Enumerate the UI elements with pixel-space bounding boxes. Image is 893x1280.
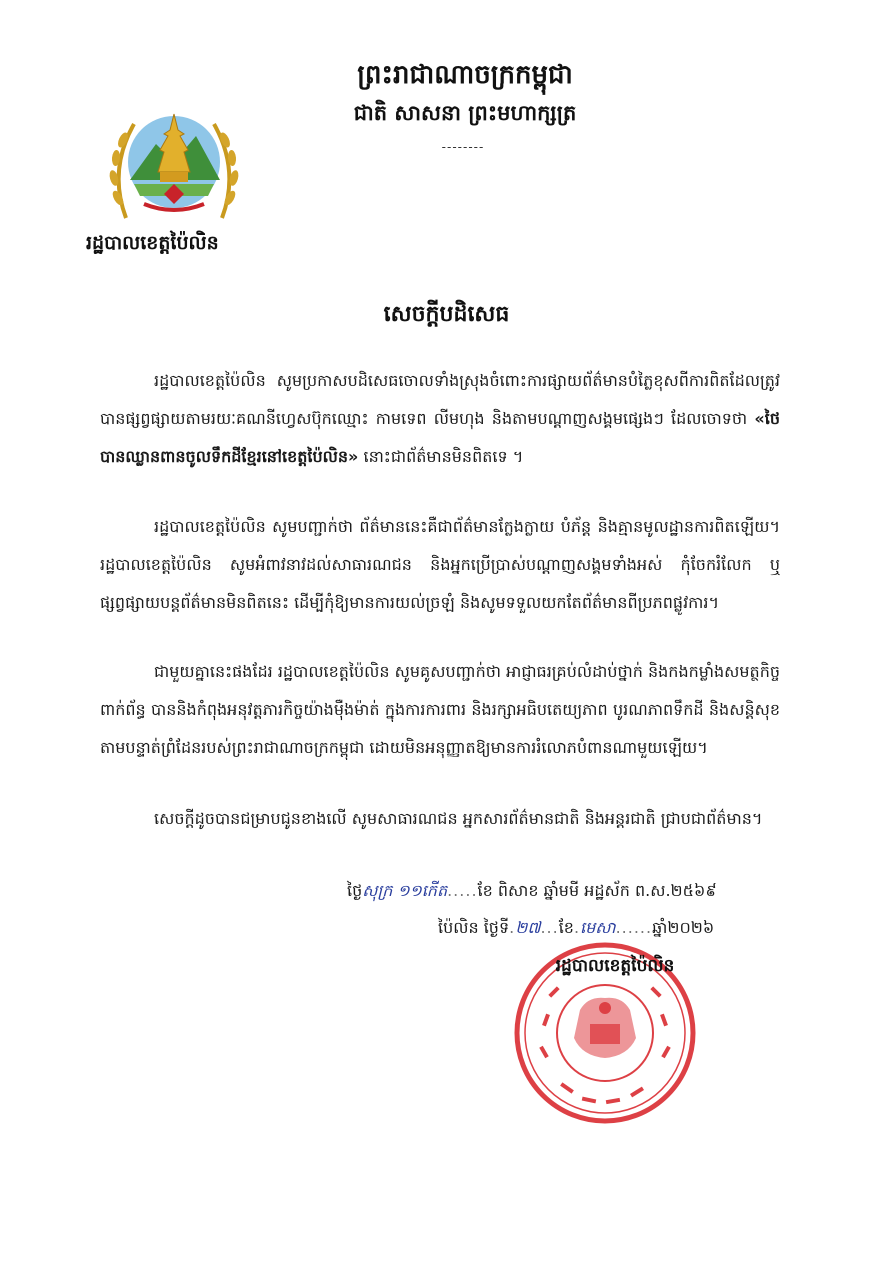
quoted-claim: «ថៃបានឈ្លានពានចូលទឹកដីខ្មែរនៅខេត្តប៉ៃលិន» [100,409,780,466]
issuing-authority-name: រដ្ឋបាលខេត្តប៉ៃលិន [86,232,219,254]
ornament-divider: -------- [441,140,485,154]
lunar-date-prefix: ថ្ងៃ [347,881,363,900]
date-day: ២៧ [515,918,541,937]
lunar-date-rest: ខែ ពិសាខ ឆ្នាំមមី អដ្ឋស័ក ព.ស.២៥៦៩ [477,881,717,900]
document-title: សេចក្តីបដិសេធ [383,301,510,327]
lunar-date-line: ថ្ងៃសុក្រ ១១កើត.....ខែ ពិសាខ ឆ្នាំមមី អដ្ឋស័ក ព.ស.២៥៦៩ [347,881,717,900]
signatory-authority: រដ្ឋបាលខេត្តប៉ៃលិន [555,956,675,976]
paragraph-1-text: រដ្ឋបាលខេត្តប៉ៃលិន សូមប្រកាសបដិសេធចោលទាំងស្រុងចំពោះការផ្សាយព័ត៌មានបំភ្លៃខុសពីការពិតដែលត្រូវបានផ្សព្វផ្សាយតាមរយៈគណនីហ្វេសប៊ុកឈ្មោះ កាមទេព លីមហុង និងតាមបណ្តាញសង្គមផ្សេងៗ ដែលចោទថា [100,371,780,428]
paragraph-3: ជាមួយគ្នានេះផងដែរ រដ្ឋបាលខេត្តប៉ៃលិន សូមគូសបញ្ជាក់ថា អាជ្ញាធរគ្រប់លំដាប់ថ្នាក់ និងកងកម្លាំងសមត្ថកិច្ចពាក់ព័ន្ធ បាននិងកំពុងអនុវត្តភារកិច្ចយ៉ាងម៉ឺងម៉ាត់ ក្នុងការការពារ និងរក្សាអធិបតេយ្យភាព បូរណភាពទឹកដី និងសន្តិសុខតាមបន្ទាត់ព្រំដែនរបស់ព្រះរាជាណាចក្រកម្ពុជា ដោយមិនអនុញ្ញាតឱ្យមានការរំលោភបំពានណាមួយឡើយ។ [100,662,780,757]
paragraph-2: រដ្ឋបាលខេត្តប៉ៃលិន សូមបញ្ជាក់ថា ព័ត៌មាននេះគឺជាព័ត៌មានក្លែងក្លាយ បំភ័ន្ត និងគ្មានមូលដ្ឋានការពិតឡើយ។ រដ្ឋបាលខេត្តប៉ៃលិន សូមអំពាវនាវដល់សាធារណជន និងអ្នកប្រើប្រាស់បណ្តាញសង្គមទាំងអស់ កុំចែករំលែក ឬផ្សព្វផ្សាយបន្តព័ត៌មានមិនពិតនេះ ដើម្បីកុំឱ្យមានការយល់ច្រឡំ និងសូមទទួលយកតែព័ត៌មានពីប្រភពផ្លូវការ។ [100,517,780,612]
pailin-province-emblem-icon [104,100,244,230]
date-month: មេសា [580,918,616,937]
lunar-day: ១១កើត [397,881,448,900]
solar-date-line: ប៉ៃលិន ថ្ងៃទី.២៧...ខែ.មេសា......ឆ្នាំ២០២៦ [438,918,715,937]
kingdom-heading: ព្រះរាជាណាចក្រកម្ពុជា [357,60,573,90]
paragraph-1-ending: នោះជាព័ត៌មានមិនពិតទេ ។ [363,447,524,466]
lunar-weekday: សុក្រ [362,881,393,900]
month-prefix: ខែ [558,918,574,937]
paragraph-1 [100,362,780,476]
place-date-prefix: ប៉ៃលិន ថ្ងៃទី [438,918,510,937]
national-motto: ជាតិ សាសនា ព្រះមហាក្សត្រ [353,100,577,125]
date-year: ឆ្នាំ២០២៦ [652,918,715,937]
paragraph-4: សេចក្តីដូចបានជម្រាបជូនខាងលើ សូមសាធារណជន អ្នកសារព័ត៌មានជាតិ និងអន្តរជាតិ ជ្រាបជាព័ត៌មាន។ [154,809,763,828]
